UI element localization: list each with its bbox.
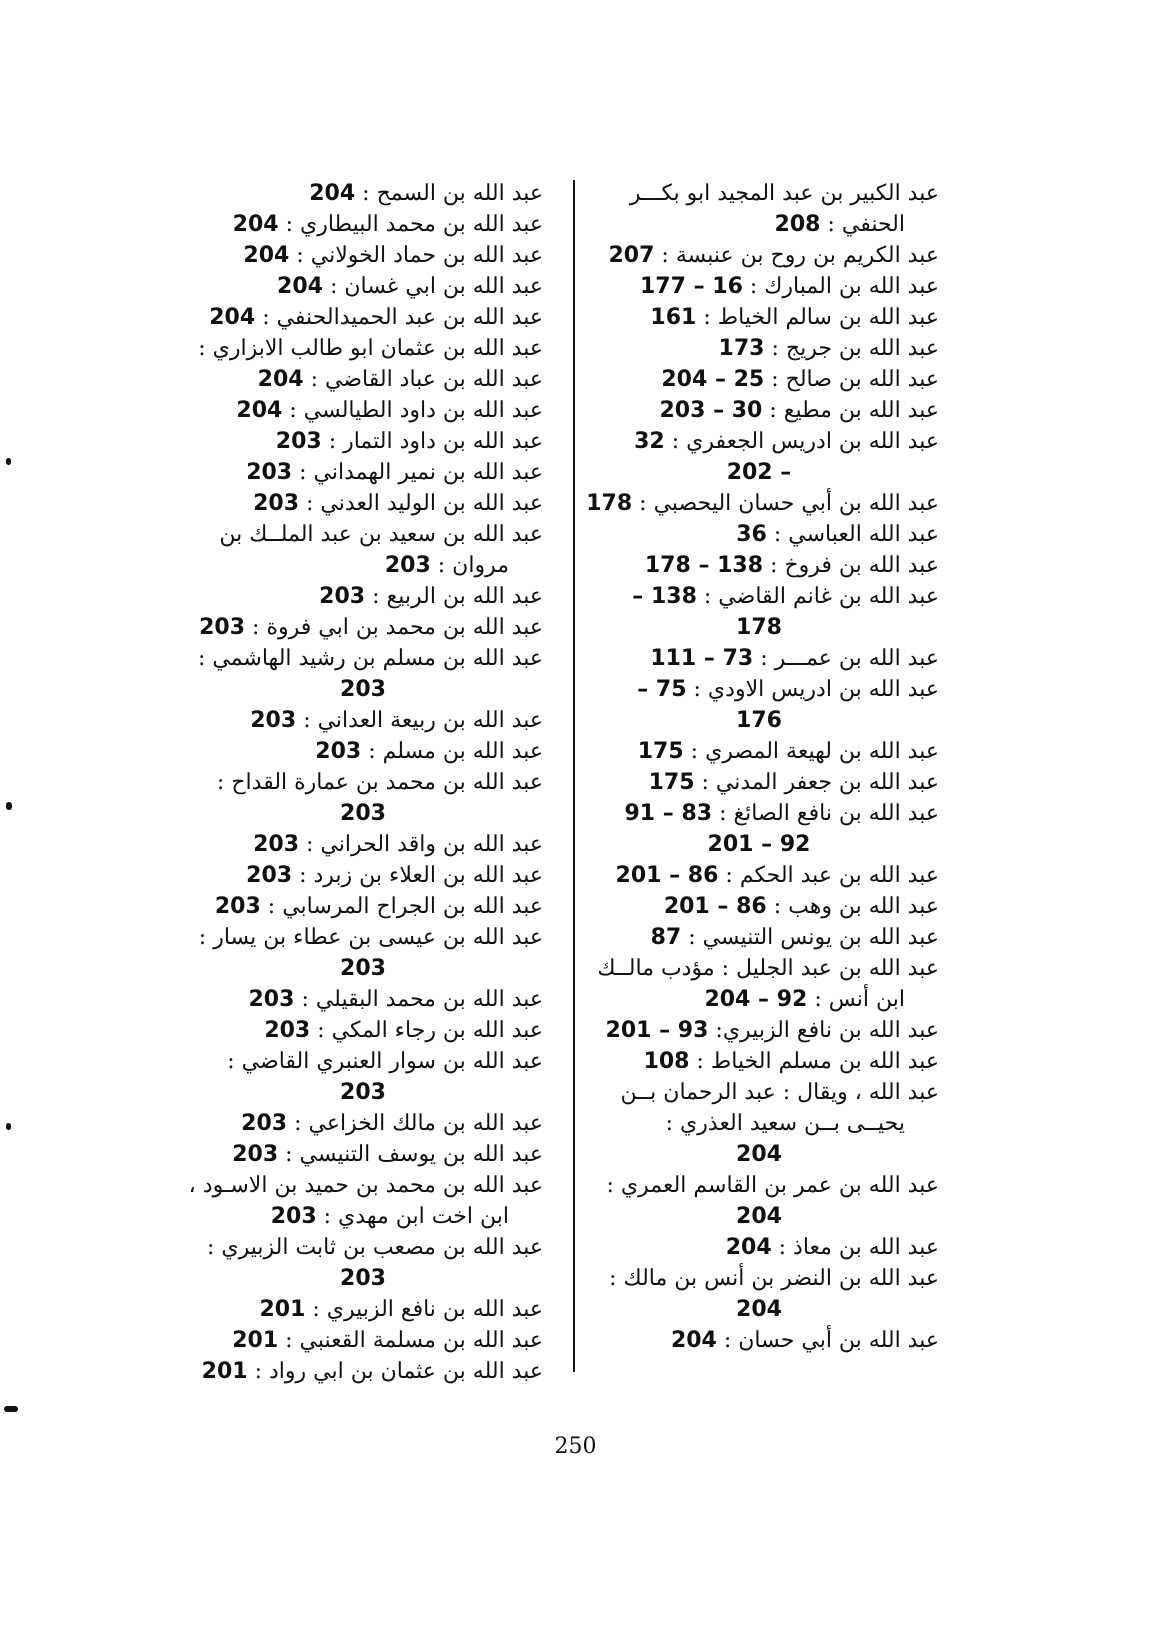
entry-continuation-pages: [579, 1294, 939, 1325]
entry-pages: 204: [309, 181, 356, 206]
index-column-right: [579, 178, 939, 1356]
entry-pages: 173: [718, 336, 765, 361]
entry-name: عبد الله بن فروخ :: [770, 553, 939, 578]
entry-pages: 201: [201, 1359, 248, 1384]
entry-pages: 203: [199, 615, 246, 640]
entry-continuation: [183, 1201, 543, 1232]
entry-name: عبد الله بن عيسى بن عطاء بن يسار :: [198, 925, 543, 950]
entry-continuation-text: ابن أنس :: [814, 987, 905, 1012]
entry-name: عبد الله بن ادريس الاودي :: [693, 677, 939, 702]
entry-pages: 175: [648, 770, 695, 795]
entry-name: عبد الله بن نافع الصائغ :: [719, 801, 939, 826]
index-entry: [579, 1077, 939, 1170]
entry-name: عبد الله بن نافع الزبيري:: [715, 1018, 939, 1043]
entry-pages: 203: [232, 1142, 279, 1167]
entry-pages: 93 – 201: [605, 1018, 709, 1043]
entry-name: عبد الله بن مصعب بن ثابت الزبيري :: [206, 1235, 543, 1260]
entry-continuation-pages: [579, 1139, 939, 1170]
entry-pages: 204: [736, 1204, 782, 1229]
index-entry: [183, 519, 543, 581]
entry-pages: 204: [232, 212, 279, 237]
entry-continuation-pages: [579, 457, 939, 488]
index-entry: [183, 705, 543, 736]
entry-pages: – 202: [726, 460, 792, 485]
entry-name: عبد الله بن محمد بن ابي فروة :: [252, 615, 543, 640]
index-column-left: [183, 178, 543, 1387]
index-entry: [183, 457, 543, 488]
entry-pages: 92 – 201: [707, 832, 811, 857]
entry-name: عبد الله بن وهب :: [773, 894, 939, 919]
entry-name: عبد الله بن عباد القاضي :: [310, 367, 543, 392]
entry-name: عبد الله بن واقد الحراني :: [306, 832, 543, 857]
entry-pages: 178: [736, 615, 782, 640]
index-entry: [183, 1325, 543, 1356]
entry-continuation-text: مروان :: [437, 553, 509, 578]
entry-name: عبد الله بن جريج :: [771, 336, 939, 361]
entry-name: عبد الله بن الجراح المرسابي :: [267, 894, 543, 919]
entry-name: عبد الله بن داود الطيالسي :: [289, 398, 543, 423]
index-entry: [183, 426, 543, 457]
index-entry: [183, 1015, 543, 1046]
index-entry: [579, 426, 939, 488]
entry-pages: 175: [637, 739, 684, 764]
entry-pages: 204: [257, 367, 304, 392]
index-entry: [579, 736, 939, 767]
entry-name: عبد الله بن سوار العنبري القاضي :: [227, 1049, 543, 1074]
entry-pages: 204: [277, 274, 323, 299]
entry-name: عبد الله بن نافع الزبيري :: [312, 1297, 543, 1322]
index-entry: [579, 302, 939, 333]
entry-name: عبد الله بن محمد بن حميد بن الاسـود ،: [188, 1173, 543, 1198]
scan-mark: [6, 458, 11, 465]
entry-pages: 178: [586, 491, 633, 516]
entry-name: عبد الله بن العلاء بن زبرد :: [299, 863, 543, 888]
entry-continuation-pages: [579, 1201, 939, 1232]
entry-name: عبد الله بن سعيد بن عبد الملــك بن: [219, 522, 543, 547]
index-entry: [183, 860, 543, 891]
index-entry: [183, 364, 543, 395]
index-entry: [183, 1046, 543, 1108]
entry-pages: 203: [340, 956, 386, 981]
entry-pages: 36: [736, 522, 767, 547]
entry-name: عبد الله بن يوسف التنيسي :: [285, 1142, 543, 1167]
index-entry: [579, 798, 939, 860]
entry-pages: 203: [340, 1080, 386, 1105]
entry-continuation-text: يحيــى بــن سعيد العذري :: [665, 1111, 905, 1136]
entry-pages: 25 – 204: [661, 367, 765, 392]
index-entry: [579, 178, 939, 240]
entry-pages: 203: [253, 832, 300, 857]
entry-name: عبد الله بن عبد الحكم :: [725, 863, 939, 888]
entry-pages: 203: [264, 1018, 311, 1043]
entry-pages: 204: [209, 305, 256, 330]
entry-name: عبد الله بن يونس التنيسي :: [688, 925, 939, 950]
entry-pages: 203: [246, 863, 293, 888]
entry-name: عبد الله بن مطيع :: [769, 398, 939, 423]
entry-name: عبد الله بن عثمان ابو طالب الابزاري :: [198, 336, 543, 361]
entry-name: عبد الله بن أبي حسان اليحصبي :: [639, 491, 939, 516]
index-entry: [579, 922, 939, 953]
entry-name: عبد الله بن مسلم بن رشيد الهاشمي :: [197, 646, 543, 671]
index-entry: [579, 674, 939, 736]
entry-continuation-pages: [183, 1077, 543, 1108]
index-entry: [183, 488, 543, 519]
entry-name: عبد الله بن السمح :: [362, 181, 543, 206]
index-entry: [183, 395, 543, 426]
entry-name: عبد الله بن أبي حسان :: [723, 1328, 939, 1353]
scan-mark: [4, 1406, 18, 1412]
entry-pages: 203: [246, 460, 293, 485]
entry-name: عبد الله بن ابي غسان :: [329, 274, 543, 299]
index-entry: [183, 1139, 543, 1170]
entry-name: عبد الله بن المبارك :: [749, 274, 939, 299]
index-entry: [183, 271, 543, 302]
entry-continuation-pages: [183, 1263, 543, 1294]
index-entry: [183, 581, 543, 612]
entry-pages: 87: [650, 925, 682, 950]
entry-continuation-pages: [579, 612, 939, 643]
scan-mark: [6, 802, 12, 810]
entry-pages: 204: [736, 1297, 782, 1322]
entry-name: عبد الله بن محمد بن عمارة القداح :: [216, 770, 543, 795]
entry-name: عبد الله بن محمد البقيلي :: [301, 987, 543, 1012]
index-entry: [183, 1232, 543, 1294]
entry-pages: 92 – 204: [704, 987, 808, 1012]
index-entry: [579, 1263, 939, 1325]
entry-name: عبد الله بن نمير الهمداني :: [299, 460, 543, 485]
entry-pages: 203: [340, 677, 386, 702]
index-entry: [183, 1108, 543, 1139]
index-entry: [579, 1325, 939, 1356]
entry-name: عبد الله بن جعفر المدني :: [701, 770, 939, 795]
entry-name: عبد الله بن مسلم :: [368, 739, 543, 764]
entry-continuation-pages: [183, 798, 543, 829]
entry-pages: 203: [384, 553, 431, 578]
index-entry: [183, 302, 543, 333]
scan-mark: [6, 1123, 11, 1130]
entry-name: عبد الله بن سالم الخياط :: [703, 305, 939, 330]
entry-name: عبد الله بن الربيع :: [372, 584, 543, 609]
page-number: 250: [554, 1434, 597, 1459]
entry-pages: 204: [236, 398, 283, 423]
entry-pages: 203: [315, 739, 362, 764]
entry-continuation-pages: [183, 674, 543, 705]
index-entry: [579, 364, 939, 395]
index-entry: [183, 829, 543, 860]
index-entry: [183, 1356, 543, 1387]
entry-continuation: [579, 1108, 939, 1139]
index-entry: [579, 488, 939, 519]
entry-name: عبد الله بن داود التمار :: [328, 429, 543, 454]
column-divider: [573, 180, 575, 1372]
index-entry: [579, 643, 939, 674]
entry-pages: 16 – 177: [640, 274, 743, 299]
index-entry: [579, 1170, 939, 1232]
entry-pages: 138 – 178: [644, 553, 764, 578]
index-entry: [579, 550, 939, 581]
entry-name: عبد الله بن صالح :: [771, 367, 939, 392]
entry-name: عبد الله بن النضر بن أنس بن مالك :: [609, 1266, 939, 1291]
entry-name: عبد الله بن مسلم الخياط :: [696, 1049, 939, 1074]
index-entry: [183, 891, 543, 922]
index-entry: [183, 1294, 543, 1325]
entry-pages: 207: [608, 243, 655, 268]
entry-continuation-text: الحنفي :: [827, 212, 905, 237]
entry-pages: 203: [319, 584, 366, 609]
entry-continuation: [579, 209, 939, 240]
entry-name: عبد الله العباسي :: [773, 522, 939, 547]
entry-pages: 86 – 201: [663, 894, 767, 919]
entry-continuation-pages: [183, 953, 543, 984]
index-entry: [183, 209, 543, 240]
index-entry: [579, 767, 939, 798]
index-entry: [579, 519, 939, 550]
index-entry: [183, 333, 543, 364]
entry-name: عبد الكبير بن عبد المجيد ابو بكـــر: [629, 181, 939, 206]
entry-pages: 203: [248, 987, 295, 1012]
entry-pages: 161: [650, 305, 697, 330]
index-entry: [579, 271, 939, 302]
index-entry: [183, 736, 543, 767]
entry-name: عبد الله بن عمـــر :: [760, 646, 939, 671]
index-entry: [579, 333, 939, 364]
entry-name: عبد الله بن ربيعة العداني :: [303, 708, 543, 733]
entry-pages: 203: [250, 708, 297, 733]
entry-continuation-pages: [579, 829, 939, 860]
entry-pages: 75 –: [637, 677, 687, 702]
entry-continuation: [579, 984, 939, 1015]
entry-name: عبد الله بن الوليد العدني :: [306, 491, 543, 516]
entry-pages: 30 – 203: [659, 398, 763, 423]
entry-name: عبد الله بن عمر بن القاسم العمري :: [606, 1173, 939, 1198]
entry-pages: 204: [736, 1142, 782, 1167]
entry-pages: 203: [340, 801, 386, 826]
entry-name: عبد الله ، ويقال : عبد الرحمان بــن: [620, 1080, 939, 1105]
entry-pages: 204: [670, 1328, 717, 1353]
entry-pages: 203: [253, 491, 300, 516]
entry-pages: 203: [214, 894, 261, 919]
index-entry: [579, 1232, 939, 1263]
index-entry: [579, 1046, 939, 1077]
entry-pages: 201: [232, 1328, 279, 1353]
entry-name: عبد الله بن لهيعة المصري :: [690, 739, 939, 764]
index-entry: [579, 1015, 939, 1046]
entry-pages: 138 –: [632, 584, 697, 609]
index-entry: [579, 953, 939, 1015]
index-entry: [183, 1170, 543, 1232]
entry-name: عبد الله بن عبد الجليل : مؤدب مالــك: [597, 956, 939, 981]
entry-name: عبد الله بن ادريس الجعفري :: [671, 429, 939, 454]
index-entry: [579, 581, 939, 643]
index-entry: [183, 643, 543, 705]
entry-pages: 201: [259, 1297, 306, 1322]
entry-pages: 203: [275, 429, 322, 454]
entry-pages: 73 – 111: [650, 646, 754, 671]
entry-pages: 203: [270, 1204, 317, 1229]
entry-name: عبد الله بن حماد الخولاني :: [296, 243, 543, 268]
entry-name: عبد الله بن عثمان بن ابي رواد :: [254, 1359, 543, 1384]
entry-pages: 204: [725, 1235, 772, 1260]
entry-pages: 203: [340, 1266, 386, 1291]
entry-continuation-pages: [579, 705, 939, 736]
entry-name: عبد الله بن عبد الحميدالحنفي :: [262, 305, 543, 330]
entry-pages: 83 – 91: [624, 801, 713, 826]
entry-pages: 204: [243, 243, 290, 268]
entry-pages: 203: [241, 1111, 288, 1136]
index-entry: [579, 395, 939, 426]
entry-pages: 108: [643, 1049, 690, 1074]
index-entry: [579, 860, 939, 891]
entry-name: عبد الله بن معاذ :: [778, 1235, 939, 1260]
index-entry: [183, 240, 543, 271]
entry-continuation-text: ابن اخت ابن مهدي :: [323, 1204, 509, 1229]
entry-pages: 176: [736, 708, 782, 733]
entry-name: عبد الله بن محمد البيطاري :: [285, 212, 543, 237]
entry-pages: 32: [634, 429, 665, 454]
entry-name: عبد الله بن رجاء المكي :: [317, 1018, 543, 1043]
index-entry: [183, 922, 543, 984]
index-entry: [579, 891, 939, 922]
entry-continuation: [183, 550, 543, 581]
entry-pages: 208: [774, 212, 821, 237]
index-entry: [183, 178, 543, 209]
entry-name: عبد الله بن مالك الخزاعي :: [294, 1111, 543, 1136]
index-entry: [183, 612, 543, 643]
index-entry: [183, 767, 543, 829]
entry-name: عبد الله بن مسلمة القعنبي :: [285, 1328, 543, 1353]
index-entry: [579, 240, 939, 271]
entry-name: عبد الله بن غانم القاضي :: [703, 584, 939, 609]
entry-name: عبد الكريم بن روح بن عنبسة :: [661, 243, 939, 268]
entry-pages: 86 – 201: [615, 863, 719, 888]
index-entry: [183, 984, 543, 1015]
